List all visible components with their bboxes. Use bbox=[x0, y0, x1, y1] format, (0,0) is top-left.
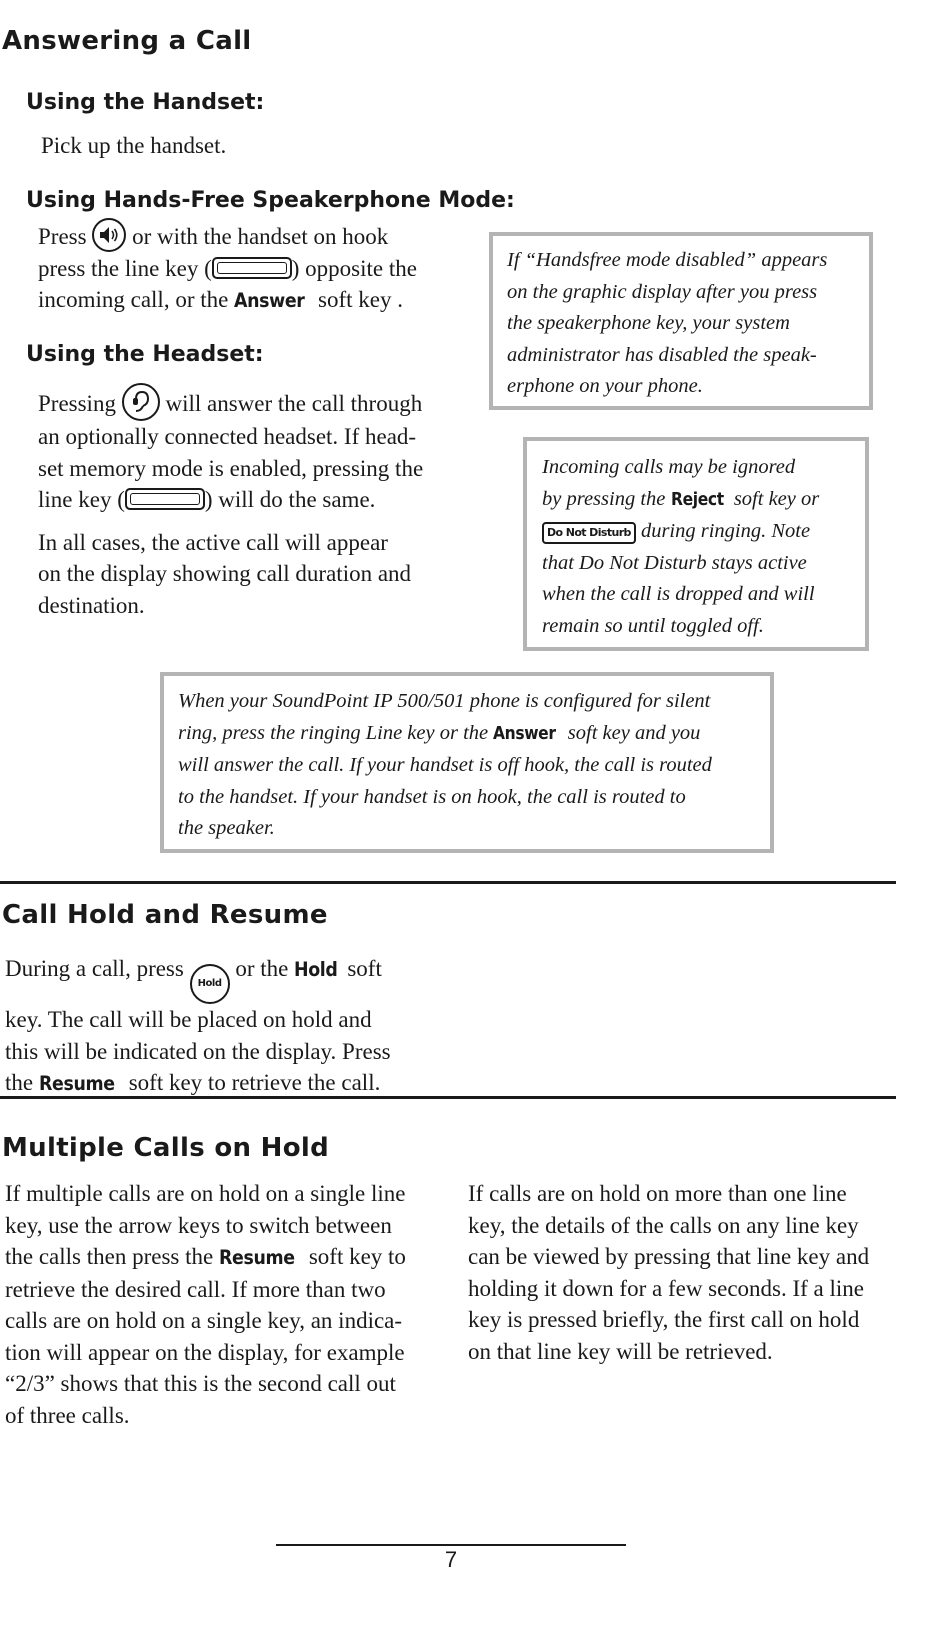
multiple-left-paragraph: If multiple calls are on hold on a single line key, use the arrow keys to switch between the calls then press the Resume soft key to retrieve the desired call. If more than two calls are on hold on a single key, an indica- tion will appear on the display, for example “2/3” shows that this is the second call out of three calls. bbox=[5, 1181, 406, 1428]
speakerphone-line-1: Press or with the handset on hook bbox=[38, 218, 478, 253]
section-title-hold: Call Hold and Resume bbox=[2, 900, 328, 930]
answer-softkey-label: Answer bbox=[234, 289, 305, 312]
hold-key-icon: Hold bbox=[190, 964, 230, 1004]
speakerphone-paragraph bbox=[38, 218, 478, 317]
speakerphone-line-3: incoming call, or the Answer soft key . bbox=[38, 284, 478, 317]
subheading-speakerphone: Using Hands-Free Speakerphone Mode: bbox=[26, 188, 515, 213]
multiple-right-paragraph: If calls are on hold on more than one line key, the details of the calls on any line key can be viewed by pressing that line key and holding it down for a few seconds. If a line key is pressed briefly, the first call on hold on that line key will be retrieved. bbox=[468, 1181, 870, 1364]
headset-paragraph bbox=[38, 383, 478, 621]
active-call-line-2: on the display showing call duration and bbox=[38, 561, 412, 586]
do-not-disturb-key-icon: Do Not Disturb bbox=[542, 522, 636, 544]
note-handsfree-disabled: If “Handsfree mode disabled” appears on the graphic display after you press the speakerphone key, your system administrator has disabled the speak- erphone on your phone. bbox=[489, 232, 873, 410]
headset-line-4: line key ( ) will do the same. bbox=[38, 487, 376, 512]
hold-softkey-label: Hold bbox=[294, 958, 338, 981]
hold-paragraph: During a call, press Hold or the Hold soft key. The call will be placed on hold and this will be indicated on the display. Press the Resume soft key to retrieve the call. bbox=[5, 953, 445, 1100]
speaker-icon bbox=[92, 218, 126, 252]
line-key-icon bbox=[125, 488, 205, 510]
resume-softkey-label: Resume bbox=[38, 1072, 115, 1095]
section-divider bbox=[0, 881, 896, 884]
headset-line-3: set memory mode is enabled, pressing the bbox=[38, 455, 424, 481]
note-reject-dnd: Incoming calls may be ignored by pressing the Reject soft key or Do Not Disturb during ringing. Note that Do Not Disturb stays active when the call is dropped and will remain so until toggled off. bbox=[523, 437, 869, 651]
note-silent-ring: When your SoundPoint IP 500/501 phone is configured for silent ring, press the ringing Line key or the Answer soft key and you will answer the call. If your handset is off hook, the call is routed to the handset. If your handset is on hook, the call is routed to the speaker. bbox=[160, 672, 774, 853]
headset-line-2: an optionally connected headset. If head- bbox=[38, 424, 417, 449]
headset-icon bbox=[122, 383, 160, 421]
speakerphone-line-2: press the line key ( ) opposite the bbox=[38, 255, 417, 281]
answer-softkey-label: Answer bbox=[493, 723, 556, 744]
section-divider bbox=[0, 1096, 896, 1099]
footer-rule bbox=[276, 1544, 626, 1546]
resume-softkey-label: Resume bbox=[218, 1246, 295, 1269]
headset-line-1: Pressing will answer the call through bbox=[38, 383, 478, 421]
reject-softkey-label: Reject bbox=[670, 489, 724, 510]
line-key-icon bbox=[212, 257, 292, 279]
subheading-handset: Using the Handset: bbox=[26, 90, 265, 115]
section-title-answering: Answering a Call bbox=[2, 26, 252, 56]
active-call-line-3: destination. bbox=[38, 592, 145, 618]
section-title-multiple: Multiple Calls on Hold bbox=[2, 1133, 329, 1163]
handset-text: Pick up the handset. bbox=[41, 133, 227, 158]
page-number: 7 bbox=[444, 1547, 458, 1572]
subheading-headset: Using the Headset: bbox=[26, 342, 264, 367]
active-call-line-1: In all cases, the active call will appear bbox=[38, 529, 388, 555]
